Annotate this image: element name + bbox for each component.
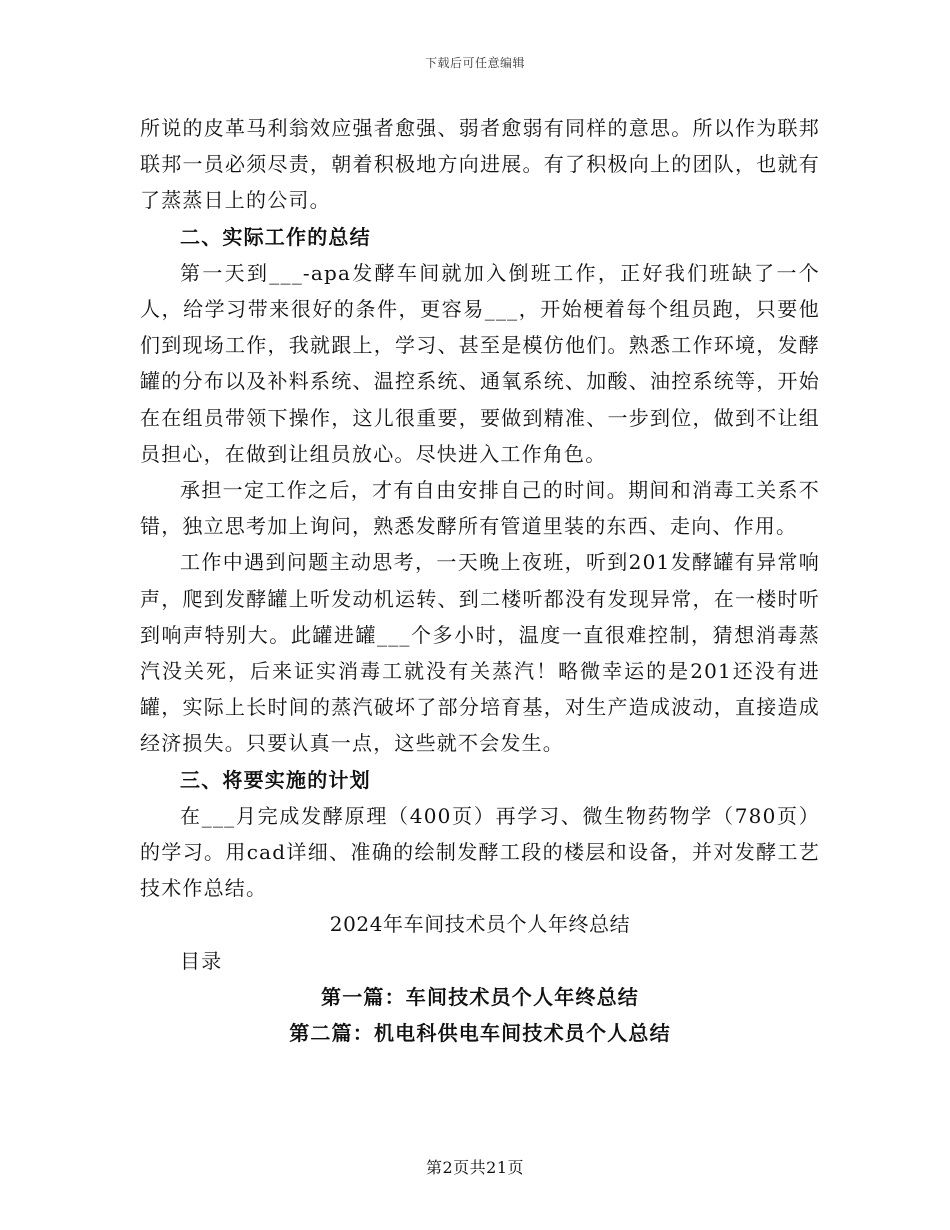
paragraph-first-day: 第一天到___-apa发酵车间就加入倒班工作，正好我们班缺了一个人，给学习带来很好的条件，更容易___，开始梗着每个组员跑，只要他们到现场工作，我就跟上，学习、甚至是模仿他们。熟悉工作环境，发酵罐的分布以及补料系统、温控系统、通氧系统、加酸、油控系统等，开始在在组员带领下操作，这儿很重要，要做到精准、一步到位，做到不让组员担心，在做到让组员放心。尽快进入工作角色。: [140, 260, 820, 466]
toc-label: 目录: [180, 948, 223, 973]
paragraph-problem-solving: 工作中遇到问题主动思考，一天晚上夜班，听到201发酵罐有异常响声，爬到发酵罐上听发动机运转、到二楼听都没有发现异常，在一楼时听到响声特别大。此罐进罐___个多小时，温度一直很难控制，猜想消毒蒸汽没关死，后来证实消毒工就没有关蒸汽！略微幸运的是201还没有进罐，实际上长时间的蒸汽破坏了部分培育基，对生产造成波动，直接造成经济损失。只要认真一点，这些就不会发生。: [140, 550, 820, 756]
toc-item[interactable]: 第一篇：车间技术员个人年终总结: [321, 984, 639, 1009]
section-heading-plan: 三、将要实施的计划: [180, 767, 371, 792]
paragraph-plan: 在___月完成发酵原理（400页）再学习、微生物药物学（780页）的学习。用cad详细、准确的绘制发酵工段的楼层和设备，并对发酵工艺技术作总结。: [140, 803, 820, 901]
paragraph-free-time: 承担一定工作之后，才有自由安排自己的时间。期间和消毒工关系不错，独立思考加上询问，熟悉发酵所有管道里装的东西、走向、作用。: [140, 478, 820, 539]
toc-item[interactable]: 第二篇：机电科供电车间技术员个人总结: [289, 1021, 671, 1046]
page-footer: 第2页共21页: [425, 1158, 525, 1177]
second-document-title: 2024年车间技术员个人年终总结: [329, 912, 631, 937]
paragraph-intro: 所说的皮革马利翁效应强者愈强、弱者愈弱有同样的意思。所以作为联邦联邦一员必须尽责，朝着积极地方向进展。有了积极向上的团队，也就有了蒸蒸日上的公司。: [140, 116, 820, 213]
document-body: [140, 110, 820, 1051]
section-heading-work-summary: 二、实际工作的总结: [180, 224, 371, 249]
header-note: 下载后可任意编辑: [424, 56, 525, 70]
